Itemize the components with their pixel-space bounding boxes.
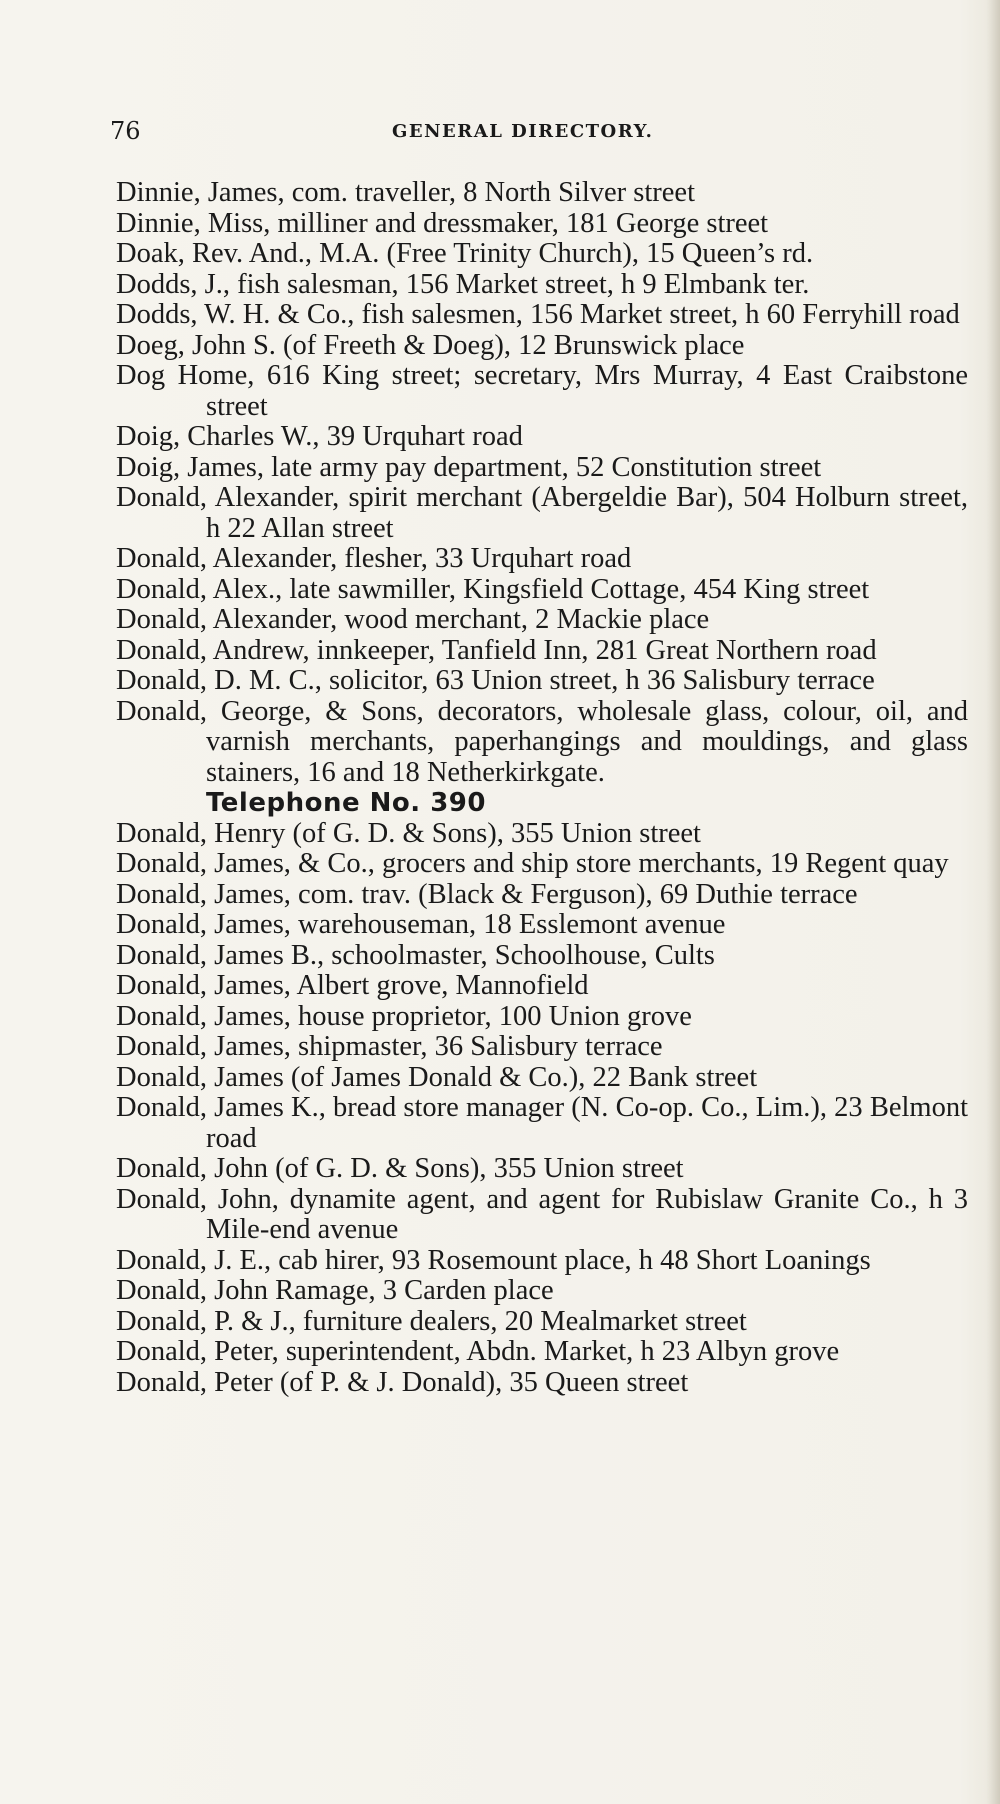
directory-entry: Doeg, John S. (of Freeth & Doeg), 12 Brunswick place — [116, 329, 745, 361]
directory-entry: Dog Home, 616 King street; secretary, Mrs Murray, 4 East Craibstone street — [116, 360, 968, 422]
directory-entry: Donald, Henry (of G. D. & Sons), 355 Union street — [116, 817, 701, 849]
directory-entry: Donald, George, & Sons, decorators, wholesale glass, colour, oil, and varnish merchants, paperhangings and mouldings, and glass stainers, 16 and 18 Netherkirkgate. — [116, 695, 968, 788]
directory-entry: Doig, James, late army pay department, 52 Constitution street — [116, 451, 822, 483]
directory-entry: Donald, James, Albert grove, Mannofield — [116, 970, 589, 1001]
directory-entry: Dinnie, Miss, milliner and dressmaker, 181 George street — [116, 207, 769, 239]
directory-entry: Donald, James K., bread store manager (N. Co-op. Co., Lim.), 23 Belmont road — [116, 1092, 968, 1154]
running-head: GENERAL DIRECTORY. — [392, 121, 654, 142]
directory-entry: Donald, Alexander, wood merchant, 2 Mackie place — [116, 604, 710, 635]
directory-entry: Dodds, J., fish salesman, 156 Market street, h 9 Elmbank ter. — [116, 268, 810, 300]
directory-entry: Dinnie, James, com. traveller, 8 North Silver street — [116, 177, 695, 208]
directory-entry: Donald, P. & J., furniture dealers, 20 Mealmarket street — [116, 1305, 747, 1337]
directory-entry: Donald, James, shipmaster, 36 Salisbury terrace — [116, 1031, 663, 1062]
directory-entry: Donald, James B., schoolmaster, Schoolhouse, Cults — [116, 939, 715, 971]
directory-entry: Donald, John, dynamite agent, and agent for Rubislaw Granite Co., h 3 Mile-end avenue — [116, 1183, 968, 1245]
directory-entry: Donald, Alex., late sawmiller, Kingsfield Cottage, 454 King street — [116, 573, 870, 605]
directory-entry: Dodds, W. H. & Co., fish salesmen, 156 Market street, h 60 Ferryhill road — [116, 299, 960, 330]
directory-entry: Donald, James, & Co., grocers and ship store merchants, 19 Regent quay — [116, 848, 949, 879]
directory-entry: Doig, Charles W., 39 Urquhart road — [116, 421, 523, 452]
page-number: 76 — [110, 117, 141, 145]
directory-entry: Donald, John (of G. D. & Sons), 355 Union street — [116, 1153, 684, 1184]
directory-entry: Donald, Peter, superintendent, Abdn. Market, h 23 Albyn grove — [116, 1336, 840, 1367]
directory-entry: Donald, Alexander, flesher, 33 Urquhart road — [116, 543, 632, 574]
directory-entries — [116, 178, 968, 1398]
directory-entry: Donald, James (of James Donald & Co.), 22 Bank street — [116, 1061, 758, 1093]
directory-entry: Donald, John Ramage, 3 Carden place — [116, 1275, 554, 1306]
directory-entry: Donald, Andrew, innkeeper, Tanfield Inn, 281 Great Northern road — [116, 634, 877, 666]
directory-entry: Donald, James, warehouseman, 18 Esslemont avenue — [116, 909, 726, 940]
directory-entry: Doak, Rev. And., M.A. (Free Trinity Church), 15 Queen’s rd. — [116, 238, 814, 269]
directory-entry: Donald, Peter (of P. & J. Donald), 35 Queen street — [116, 1366, 689, 1398]
page-header — [110, 116, 890, 146]
page-edge-shadow — [986, 0, 1000, 1804]
directory-entry: Donald, Alexander, spirit merchant (Abergeldie Bar), 504 Holburn street, h 22 Allan street — [116, 482, 968, 544]
directory-entry: Donald, James, house proprietor, 100 Union grove — [116, 1000, 692, 1032]
telephone-line: Telephone No. 390 — [206, 788, 486, 818]
directory-entry: Donald, James, com. trav. (Black & Ferguson), 69 Duthie terrace — [116, 878, 858, 910]
directory-entry: Donald, D. M. C., solicitor, 63 Union street, h 36 Salisbury terrace — [116, 665, 875, 696]
directory-entry: Donald, J. E., cab hirer, 93 Rosemount place, h 48 Short Loanings — [116, 1244, 871, 1276]
